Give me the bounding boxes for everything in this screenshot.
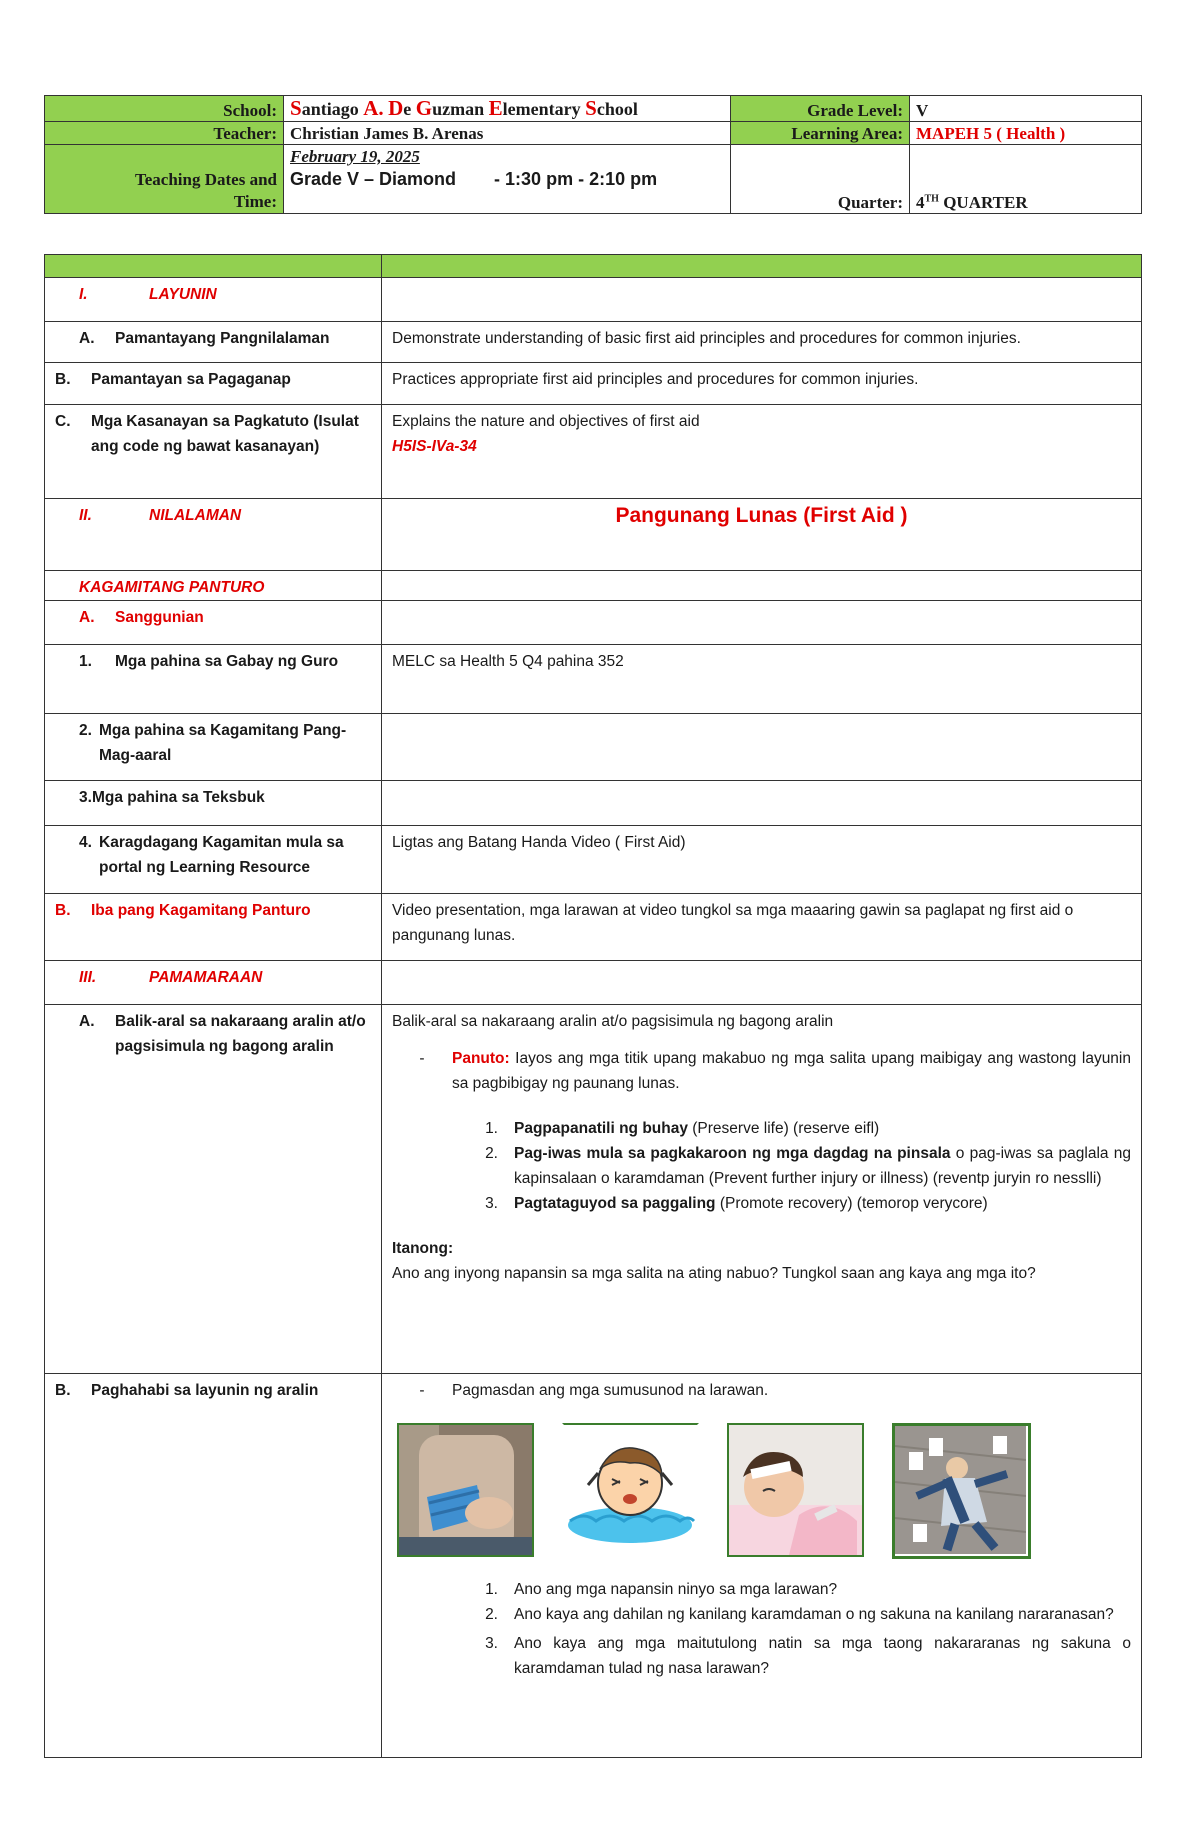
teacher-guide-pages: MELC sa Health 5 Q4 pahina 352 <box>382 645 1142 714</box>
row-layunin <box>45 278 1142 322</box>
row-karagdagang-kagamitan: 4. Karagdagang Kagamitan mula sa portal ng Learning Resource Ligtas ang Batang Handa Video ( First Aid) <box>45 826 1142 894</box>
section-kagamitang-panturo: KAGAMITANG PANTURO <box>45 571 382 601</box>
green-header-bar <box>45 255 1142 278</box>
list-item: 3. Ano kaya ang mga maitutulong natin sa mga taong nakararanas ng sakuna o karamdaman tulad ng nasa larawan? <box>485 1635 1131 1677</box>
quarter-value: 4TH QUARTER <box>910 145 1142 214</box>
teaching-dates-label: Teaching Dates and Time: <box>45 145 284 214</box>
learning-area-value: MAPEH 5 ( Health ) <box>910 122 1142 145</box>
row-teksbuk: 3.Mga pahina sa Teksbuk <box>45 781 1142 826</box>
lesson-plan-table <box>44 254 1142 1758</box>
lesson-header-table <box>44 95 1142 214</box>
content-standard: Demonstrate understanding of basic first aid principles and procedures for common injuries. <box>382 322 1142 363</box>
learning-area-label: Learning Area: <box>731 122 910 145</box>
objectives-list <box>392 1116 1131 1216</box>
school-label: School: <box>45 96 284 122</box>
lesson-date: February 19, 2025 <box>290 147 420 166</box>
grade-level-value: V <box>910 96 1142 122</box>
other-materials: Video presentation, mga larawan at video tungkol sa mga maaaring gawin sa paglapat ng first aid o pangunang lunas. <box>382 894 1142 961</box>
competency-code: H5IS-IVa-34 <box>392 438 477 455</box>
grade-level-label: Grade Level: <box>731 96 910 122</box>
row-kagamitang-panturo <box>45 571 1142 601</box>
panuto-instruction: Panuto: Iayos ang mga titik upang makabuo ng mga salita upang maibigay ang wastong layunin sa pagbibigay ng paunang lunas. <box>452 1050 1131 1092</box>
teacher-label: Teacher: <box>45 122 284 145</box>
additional-materials: Ligtas ang Batang Handa Video ( First Aid) <box>382 826 1142 894</box>
sick-child-image <box>727 1423 864 1557</box>
row-kagamitang-mag-aaral: 2. Mga pahina sa Kagamitang Pang-Mag-aaral <box>45 714 1142 781</box>
drowning-child-image <box>562 1423 699 1557</box>
grade-section-time: Grade V – Diamond - 1:30 pm - 2:10 pm <box>290 169 658 189</box>
list-item: 3. Pagtataguyod sa paggaling (Promote recovery) (temorop verycore) <box>485 1195 988 1212</box>
arm-cast-image <box>397 1423 534 1557</box>
section-layunin: I. LAYUNIN <box>79 286 217 303</box>
row-sanggunian: A. Sanggunian <box>45 601 1142 645</box>
quarter-label: Quarter: <box>731 145 910 214</box>
row-pamantayang-pangnilalaman: A. Pamantayang Pangnilalaman Demonstrate understanding of basic first aid principles and procedures for common injuries. <box>45 322 1142 363</box>
list-item: 2. Pag-iwas mula sa pagkakaroon ng mga dagdag na pinsala o pag-iwas sa paglala ng kapinsalaan o karamdaman (Prevent further injury or illness) (reventp juryin ro nesslli) <box>485 1145 1131 1187</box>
row-paghahabi: B. Paghahabi sa layunin ng aralin - Pagmasdan ang mga sumusunod na larawan. 1. Ano ang mga napansin ninyo sa mga larawan? 2. Ano kaya ang dahilan ng kanilang karamdaman o ng sakuna na kanilang nararanasan? 3. Ano kaya ang mga maitutulong natin sa mga taong nakararanas ng sakuna o karamdaman tulad ng nasa larawan? <box>45 1374 1142 1758</box>
list-item: 2. Ano kaya ang dahilan ng kanilang karamdaman o ng sakuna na kanilang nararanasan? <box>485 1606 1114 1623</box>
section-nilalaman: II. NILALAMAN <box>79 507 242 524</box>
row-pamantayan-pagaganap: B. Pamantayan sa Pagaganap Practices appropriate first aid principles and procedures for common injuries. <box>45 363 1142 405</box>
picture-row <box>397 1423 1131 1559</box>
list-item: 1. Ano ang mga napansin ninyo sa mga larawan? <box>485 1581 838 1598</box>
question-list <box>392 1577 1131 1681</box>
fallen-man-image <box>892 1423 1031 1559</box>
teacher-name: Christian James B. Arenas <box>284 122 731 145</box>
row-gabay-guro: 1. Mga pahina sa Gabay ng Guro MELC sa Health 5 Q4 pahina 352 <box>45 645 1142 714</box>
observe-instruction: Pagmasdan ang mga sumusunod na larawan. <box>452 1382 769 1399</box>
row-pamamaraan <box>45 961 1142 1005</box>
performance-standard: Practices appropriate first aid principles and procedures for common injuries. <box>382 363 1142 405</box>
row-kasanayan: C. Mga Kasanayan sa Pagkatuto (Isulat ang code ng bawat kasanayan) Explains the nature and objectives of first aid H5IS-IVa-34 <box>45 405 1142 499</box>
teaching-dates-value <box>284 145 731 214</box>
row-nilalaman <box>45 499 1142 571</box>
itanong-question: Ano ang inyong napansin sa mga salita na ating nabuo? Tungkol saan ang kaya ang mga ito? <box>392 1265 1036 1282</box>
row-balik-aral: A. Balik-aral sa nakaraang aralin at/o pagsisimula ng bagong aralin Balik-aral sa nakaraang aralin at/o pagsisimula ng bagong aralin - Panuto: Iayos ang mga titik upang makabuo ng mga salita upang maibigay ang wastong layunin sa pagbibigay ng paunang lunas. 1. Pagpapanatili ng buhay (Preserve life) (reserve eifl) 2. Pag-iwas mula sa pagkakaroon ng mga dagdag na pinsala o pag-iwas sa paglala ng kapinsalaan o karamdaman (Prevent further injury or illness) (reventp juryin ro nesslli) 3. Pagtataguyod sa paggaling (Promote recovery) (temorop verycore) Itanong: Ano ang inyong napansin sa mga salita na ating nabuo? Tungkol saan ang kaya ang mga ito? <box>45 1005 1142 1374</box>
lesson-title: Pangunang Lunas (First Aid ) <box>382 499 1142 571</box>
list-item: 1. Pagpapanatili ng buhay (Preserve life) (reserve eifl) <box>485 1120 880 1137</box>
row-iba-pang-kagamitan: B. Iba pang Kagamitang Panturo Video presentation, mga larawan at video tungkol sa mga maaaring gawin sa paglapat ng first aid o pangunang lunas. <box>45 894 1142 961</box>
learning-competency: Explains the nature and objectives of first aid <box>392 413 700 430</box>
section-pamamaraan: III. PAMAMARAAN <box>79 969 263 986</box>
review-intro: Balik-aral sa nakaraang aralin at/o pagsisimula ng bagong aralin <box>392 1013 834 1030</box>
school-name: Santiago A. De Guzman Elementary School <box>284 96 731 122</box>
itanong-label: Itanong: <box>392 1240 454 1257</box>
